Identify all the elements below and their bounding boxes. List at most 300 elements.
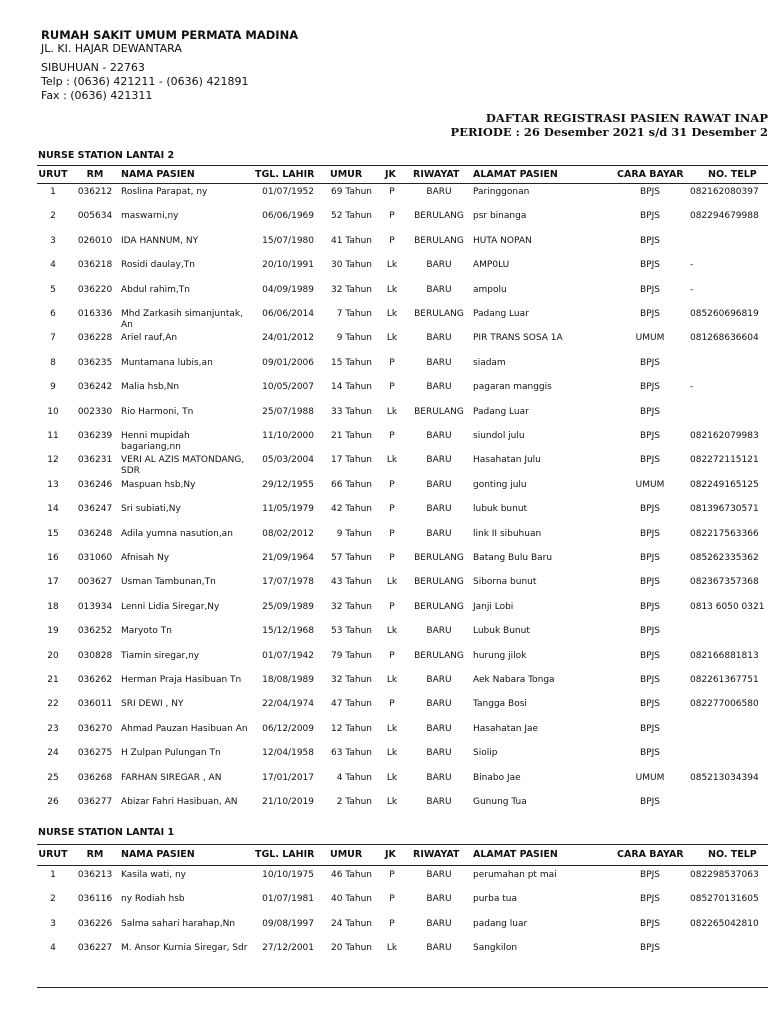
cell-nama: Mhd Zarkasih simanjuntak, An xyxy=(121,309,243,330)
cell-rm: 036011 xyxy=(77,699,113,710)
cell-urut: 13 xyxy=(47,479,59,490)
cell-tgl: 06/06/1969 xyxy=(262,211,314,222)
cell-telp: 081396730571 xyxy=(690,504,759,515)
cell-jk: Lk xyxy=(386,943,398,954)
cell-bayar: BPJS xyxy=(640,431,660,441)
cell-telp: 082272115121 xyxy=(690,455,759,466)
cell-alamat: Padang Luar xyxy=(473,309,529,319)
cell-bayar: BPJS xyxy=(640,748,660,759)
cell-nama: Kasila wati, ny xyxy=(121,870,186,880)
table-row xyxy=(0,211,768,235)
cell-bayar: BPJS xyxy=(640,626,660,637)
cell-riwayat: BERULANG xyxy=(414,235,464,246)
cell-jk: Lk xyxy=(386,455,398,466)
cell-jk: P xyxy=(389,235,395,246)
cell-nama: SRI DEWI , NY xyxy=(121,699,184,710)
cell-riwayat: BERULANG xyxy=(414,650,464,661)
cell-urut: 18 xyxy=(47,601,59,612)
cell-jk: Lk xyxy=(386,333,398,344)
column-header-alamat: ALAMAT PASIEN xyxy=(473,169,558,180)
cell-telp: 082217563366 xyxy=(690,528,759,539)
cell-urut: 16 xyxy=(47,553,59,563)
address-line1: JL. KI. HAJAR DEWANTARA xyxy=(41,42,182,55)
column-header-urut: URUT xyxy=(38,169,68,180)
cell-umur: 66 Tahun xyxy=(331,479,372,490)
cell-umur: 12 Tahun xyxy=(331,723,372,734)
cell-umur: 4 Tahun xyxy=(336,772,372,783)
cell-umur: 32 Tahun xyxy=(331,284,372,295)
cell-urut: 17 xyxy=(47,577,59,588)
cell-rm: 036262 xyxy=(77,675,113,685)
table-row xyxy=(0,407,768,431)
cell-bayar: UMUM xyxy=(635,772,665,783)
cell-telp: 082249165125 xyxy=(690,479,759,490)
cell-umur: 20 Tahun xyxy=(331,943,372,954)
cell-riwayat: BARU xyxy=(426,284,452,295)
cell-riwayat: BARU xyxy=(426,504,452,515)
table-row xyxy=(0,358,768,382)
cell-tgl: 20/10/1991 xyxy=(262,260,314,271)
cell-bayar: BPJS xyxy=(640,675,660,685)
cell-rm: 036227 xyxy=(77,943,113,954)
cell-nama: IDA HANNUM, NY xyxy=(121,235,199,246)
cell-nama: H Zulpan Pulungan Tn xyxy=(121,748,221,759)
cell-alamat: lubuk bunut xyxy=(473,504,528,515)
cell-umur: 21 Tahun xyxy=(331,431,372,441)
divider xyxy=(37,844,768,845)
cell-riwayat: BARU xyxy=(426,675,452,685)
cell-alamat: Batang Bulu Baru xyxy=(473,553,553,563)
column-header-telp: NO. TELP xyxy=(708,169,757,180)
cell-bayar: BPJS xyxy=(640,528,660,539)
cell-tgl: 08/02/2012 xyxy=(262,528,314,539)
cell-alamat: Aek Nabara Tonga xyxy=(473,675,555,685)
column-header-jk: JK xyxy=(385,849,396,860)
cell-rm: 036231 xyxy=(77,455,113,466)
cell-jk: P xyxy=(389,870,395,880)
table-row xyxy=(0,894,768,918)
table-row xyxy=(0,504,768,528)
report-title: DAFTAR REGISTRASI PASIEN RAWAT INAP xyxy=(485,111,768,125)
cell-telp: 085270131605 xyxy=(690,894,759,905)
table-header xyxy=(0,849,768,863)
table-row xyxy=(0,675,768,699)
cell-riwayat: BERULANG xyxy=(414,601,464,612)
table-row xyxy=(0,651,768,675)
cell-bayar: BPJS xyxy=(640,284,660,295)
cell-riwayat: BARU xyxy=(426,723,452,734)
cell-riwayat: BARU xyxy=(426,870,452,880)
cell-rm: 036228 xyxy=(77,333,113,344)
cell-jk: P xyxy=(389,431,395,441)
cell-tgl: 17/07/1978 xyxy=(262,577,314,588)
cell-tgl: 18/08/1989 xyxy=(262,675,314,685)
cell-umur: 63 Tahun xyxy=(331,748,372,759)
cell-tgl: 04/09/1989 xyxy=(262,284,314,295)
cell-nama: Adila yumna nasution,an xyxy=(121,528,233,539)
table-row xyxy=(0,773,768,797)
cell-tgl: 24/01/2012 xyxy=(262,333,314,344)
column-header-alamat: ALAMAT PASIEN xyxy=(473,849,558,860)
table-row xyxy=(0,260,768,284)
table-row xyxy=(0,480,768,504)
cell-tgl: 06/06/2014 xyxy=(262,309,314,319)
cell-jk: Lk xyxy=(386,260,398,271)
cell-riwayat: BARU xyxy=(426,455,452,466)
cell-alamat: perumahan pt mai xyxy=(473,870,557,880)
cell-nama: Afnisah Ny xyxy=(121,553,170,563)
cell-alamat: Siborna bunut xyxy=(473,577,537,588)
cell-jk: Lk xyxy=(386,748,398,759)
cell-telp: 082162079983 xyxy=(690,431,759,441)
cell-nama: Abdul rahim,Tn xyxy=(121,284,190,295)
cell-bayar: BPJS xyxy=(640,577,660,588)
cell-tgl: 01/07/1942 xyxy=(262,650,314,661)
divider xyxy=(37,183,768,184)
cell-bayar: UMUM xyxy=(635,479,665,490)
cell-alamat: siadam xyxy=(473,357,506,368)
cell-riwayat: BARU xyxy=(426,357,452,368)
cell-telp: 082294679988 xyxy=(690,211,759,222)
table-row xyxy=(0,797,768,821)
cell-urut: 9 xyxy=(50,382,56,393)
cell-nama: Roslina Parapat, ny xyxy=(121,187,208,197)
column-header-jk: JK xyxy=(385,169,396,180)
cell-jk: P xyxy=(389,357,395,368)
cell-umur: 41 Tahun xyxy=(331,235,372,246)
cell-urut: 5 xyxy=(50,284,56,295)
cell-bayar: BPJS xyxy=(640,870,660,880)
cell-jk: Lk xyxy=(386,626,398,637)
cell-bayar: BPJS xyxy=(640,699,660,710)
column-header-riwayat: RIWAYAT xyxy=(413,849,460,860)
table-row xyxy=(0,699,768,723)
cell-tgl: 10/10/1975 xyxy=(262,870,314,880)
cell-urut: 7 xyxy=(50,333,56,344)
cell-nama: Maspuan hsb,Ny xyxy=(121,479,196,490)
cell-bayar: BPJS xyxy=(640,382,660,393)
column-header-rm: RM xyxy=(86,849,104,860)
cell-umur: 30 Tahun xyxy=(331,260,372,271)
cell-umur: 57 Tahun xyxy=(331,553,372,563)
cell-nama: Sri subiati,Ny xyxy=(121,504,181,515)
cell-telp: 082162080397 xyxy=(690,187,759,197)
cell-tgl: 12/04/1958 xyxy=(262,748,314,759)
cell-jk: P xyxy=(389,528,395,539)
cell-riwayat: BARU xyxy=(426,382,452,393)
cell-umur: 47 Tahun xyxy=(331,699,372,710)
cell-jk: Lk xyxy=(386,284,398,295)
cell-rm: 013934 xyxy=(77,601,113,612)
cell-umur: 2 Tahun xyxy=(336,797,372,807)
cell-nama: Henni mupidah bagariang,nn xyxy=(121,431,190,452)
fax-line: Fax : (0636) 421311 xyxy=(41,89,153,102)
cell-riwayat: BERULANG xyxy=(414,553,464,563)
cell-tgl: 15/12/1968 xyxy=(262,626,314,637)
cell-bayar: BPJS xyxy=(640,797,660,807)
cell-alamat: Hasahatan Julu xyxy=(473,455,541,466)
cell-tgl: 27/12/2001 xyxy=(262,943,314,954)
cell-tgl: 21/09/1964 xyxy=(262,553,314,563)
cell-jk: P xyxy=(389,699,395,710)
cell-telp: 081268636604 xyxy=(690,333,759,344)
cell-tgl: 15/07/1980 xyxy=(262,235,314,246)
cell-riwayat: BERULANG xyxy=(414,211,464,222)
cell-bayar: BPJS xyxy=(640,943,660,954)
cell-urut: 2 xyxy=(50,894,56,905)
cell-alamat: AMP0LU xyxy=(473,260,510,271)
telp-line: Telp : (0636) 421211 - (0636) 421891 xyxy=(41,75,249,88)
cell-urut: 3 xyxy=(50,235,56,246)
cell-tgl: 21/10/2019 xyxy=(262,797,314,807)
cell-umur: 43 Tahun xyxy=(331,577,372,588)
cell-umur: 46 Tahun xyxy=(331,870,372,880)
cell-nama: Salma sahari harahap,Nn xyxy=(121,918,236,929)
cell-umur: 52 Tahun xyxy=(331,211,372,222)
cell-alamat: Tangga Bosi xyxy=(473,699,527,710)
cell-jk: P xyxy=(389,479,395,490)
table-row xyxy=(0,577,768,601)
cell-bayar: BPJS xyxy=(640,918,660,929)
cell-telp: 085262335362 xyxy=(690,553,759,563)
cell-riwayat: BARU xyxy=(426,626,452,637)
cell-alamat: purba tua xyxy=(473,894,517,905)
cell-urut: 8 xyxy=(50,357,56,368)
cell-telp: 085260696819 xyxy=(690,309,759,319)
table-row xyxy=(0,602,768,626)
cell-tgl: 05/03/2004 xyxy=(262,455,314,466)
table-row xyxy=(0,333,768,357)
cell-urut: 11 xyxy=(47,431,59,441)
cell-urut: 3 xyxy=(50,918,56,929)
cell-tgl: 06/12/2009 xyxy=(262,723,314,734)
cell-bayar: BPJS xyxy=(640,406,660,417)
cell-urut: 1 xyxy=(50,870,56,880)
cell-riwayat: BARU xyxy=(426,333,452,344)
cell-rm: 036252 xyxy=(77,626,113,637)
cell-umur: 14 Tahun xyxy=(331,382,372,393)
cell-riwayat: BARU xyxy=(426,894,452,905)
cell-riwayat: BARU xyxy=(426,479,452,490)
cell-rm: 036213 xyxy=(77,870,113,880)
report-title-block xyxy=(451,111,768,139)
cell-tgl: 01/07/1981 xyxy=(262,894,314,905)
cell-rm: 036212 xyxy=(77,187,113,197)
cell-rm: 036246 xyxy=(77,479,113,490)
cell-umur: 69 Tahun xyxy=(331,187,372,197)
cell-urut: 4 xyxy=(50,943,56,954)
table-row xyxy=(0,431,768,455)
table-row xyxy=(0,919,768,943)
report-period: PERIODE : 26 Desember 2021 s/d 31 Desember 2 xyxy=(450,125,768,139)
cell-tgl: 10/05/2007 xyxy=(262,382,314,393)
cell-bayar: BPJS xyxy=(640,504,660,515)
cell-riwayat: BERULANG xyxy=(414,309,464,319)
column-header-umur: UMUR xyxy=(330,849,363,860)
cell-telp: 082298537063 xyxy=(690,870,759,880)
cell-telp: 082367357368 xyxy=(690,577,759,588)
divider xyxy=(37,165,768,166)
cell-rm: 036270 xyxy=(77,723,113,734)
cell-bayar: BPJS xyxy=(640,309,660,319)
cell-alamat: Binabo Jae xyxy=(473,772,521,783)
divider xyxy=(37,865,768,866)
cell-umur: 32 Tahun xyxy=(331,675,372,685)
cell-jk: Lk xyxy=(386,675,398,685)
cell-riwayat: BARU xyxy=(426,943,452,954)
cell-bayar: BPJS xyxy=(640,187,660,197)
cell-jk: P xyxy=(389,553,395,563)
table-row xyxy=(0,553,768,577)
cell-rm: 036247 xyxy=(77,504,113,515)
cell-bayar: BPJS xyxy=(640,650,660,661)
cell-umur: 9 Tahun xyxy=(336,528,372,539)
cell-nama: Lenni Lidia Siregar,Ny xyxy=(121,601,220,612)
table-row xyxy=(0,529,768,553)
column-header-riwayat: RIWAYAT xyxy=(413,169,460,180)
cell-tgl: 22/04/1974 xyxy=(262,699,314,710)
cell-nama: Maryoto Tn xyxy=(121,626,172,637)
cell-rm: 036226 xyxy=(77,918,113,929)
cell-alamat: Siolip xyxy=(473,748,498,759)
cell-bayar: BPJS xyxy=(640,357,660,368)
column-header-nama: NAMA PASIEN xyxy=(121,169,195,180)
cell-riwayat: BARU xyxy=(426,187,452,197)
cell-urut: 6 xyxy=(50,309,56,319)
cell-rm: 036275 xyxy=(77,748,113,759)
cell-bayar: BPJS xyxy=(640,723,660,734)
cell-alamat: link II sibuhuan xyxy=(473,528,542,539)
cell-nama: Ariel rauf,An xyxy=(121,333,178,344)
cell-urut: 10 xyxy=(47,406,59,417)
cell-rm: 031060 xyxy=(77,553,113,563)
table-row xyxy=(0,309,768,333)
cell-umur: 40 Tahun xyxy=(331,894,372,905)
table-row xyxy=(0,455,768,479)
cell-tgl: 17/01/2017 xyxy=(262,772,314,783)
cell-telp: 082261367751 xyxy=(690,675,759,685)
cell-jk: P xyxy=(389,918,395,929)
cell-nama: Herman Praja Hasibuan Tn xyxy=(121,675,242,685)
cell-bayar: UMUM xyxy=(635,333,665,344)
cell-nama: Usman Tambunan,Tn xyxy=(121,577,216,588)
cell-alamat: Sangkilon xyxy=(473,943,518,954)
cell-jk: Lk xyxy=(386,772,398,783)
cell-urut: 15 xyxy=(47,528,59,539)
column-header-tgl: TGL. LAHIR xyxy=(255,849,315,860)
cell-tgl: 25/09/1989 xyxy=(262,601,314,612)
cell-rm: 036218 xyxy=(77,260,113,271)
column-header-telp: NO. TELP xyxy=(708,849,757,860)
cell-alamat: Hasahatan Jae xyxy=(473,723,539,734)
cell-rm: 002330 xyxy=(77,406,113,417)
cell-rm: 036220 xyxy=(77,284,113,295)
cell-rm: 036268 xyxy=(77,772,113,783)
table-row xyxy=(0,870,768,894)
cell-riwayat: BARU xyxy=(426,528,452,539)
cell-rm: 036239 xyxy=(77,431,113,441)
cell-alamat: ampolu xyxy=(473,284,507,295)
cell-jk: Lk xyxy=(386,309,398,319)
table-row xyxy=(0,285,768,309)
cell-urut: 25 xyxy=(47,772,59,783)
cell-umur: 15 Tahun xyxy=(331,357,372,368)
cell-jk: P xyxy=(389,650,395,661)
cell-alamat: psr binanga xyxy=(473,211,527,222)
cell-alamat: gonting julu xyxy=(473,479,527,490)
cell-rm: 036277 xyxy=(77,797,113,807)
cell-alamat: Padang Luar xyxy=(473,406,529,417)
cell-alamat: HUTA NOPAN xyxy=(473,235,532,246)
section-title: NURSE STATION LANTAI 1 xyxy=(38,827,175,838)
column-header-umur: UMUR xyxy=(330,169,363,180)
column-header-bayar: CARA BAYAR xyxy=(617,169,684,180)
cell-telp: - xyxy=(690,284,694,295)
cell-urut: 26 xyxy=(47,797,59,807)
cell-bayar: BPJS xyxy=(640,455,660,466)
cell-rm: 036248 xyxy=(77,528,113,539)
cell-nama: VERI AL AZIS MATONDANG, SDR xyxy=(121,455,245,477)
table-row xyxy=(0,724,768,748)
cell-rm: 005634 xyxy=(77,211,113,222)
cell-jk: Lk xyxy=(386,577,398,588)
cell-riwayat: BARU xyxy=(426,797,452,807)
cell-alamat: Paringgonan xyxy=(473,187,530,197)
cell-tgl: 29/12/1955 xyxy=(262,479,314,490)
cell-riwayat: BERULANG xyxy=(414,406,464,417)
cell-jk: P xyxy=(389,894,395,905)
cell-bayar: BPJS xyxy=(640,260,660,271)
cell-rm: 026010 xyxy=(77,235,113,246)
cell-nama: Rosidi daulay,Tn xyxy=(121,260,195,271)
cell-tgl: 11/05/1979 xyxy=(262,504,314,515)
cell-alamat: Lubuk Bunut xyxy=(473,626,530,637)
cell-alamat: siundol julu xyxy=(473,431,525,441)
cell-bayar: BPJS xyxy=(640,601,660,612)
cell-urut: 1 xyxy=(50,187,56,197)
cell-urut: 12 xyxy=(47,455,59,466)
cell-umur: 9 Tahun xyxy=(336,333,372,344)
cell-urut: 22 xyxy=(47,699,59,710)
cell-rm: 036242 xyxy=(77,382,113,393)
divider xyxy=(37,987,768,988)
cell-nama: FARHAN SIREGAR , AN xyxy=(121,772,222,783)
column-header-urut: URUT xyxy=(38,849,68,860)
cell-telp: 082166881813 xyxy=(690,650,759,661)
cell-nama: Muntamana lubis,an xyxy=(121,357,213,368)
cell-nama: Tiamin siregar,ny xyxy=(121,650,200,661)
cell-umur: 32 Tahun xyxy=(331,601,372,612)
table-row xyxy=(0,626,768,650)
address-line2: SIBUHUAN - 22763 xyxy=(41,61,145,74)
cell-riwayat: BARU xyxy=(426,260,452,271)
cell-nama: Malia hsb,Nn xyxy=(121,382,180,393)
cell-rm: 036235 xyxy=(77,357,113,368)
cell-rm: 016336 xyxy=(77,309,113,319)
cell-jk: P xyxy=(389,504,395,515)
cell-bayar: BPJS xyxy=(640,553,660,563)
column-header-tgl: TGL. LAHIR xyxy=(255,169,315,180)
cell-nama: Rio Harmoni, Tn xyxy=(121,406,194,417)
cell-tgl: 11/10/2000 xyxy=(262,431,314,441)
cell-riwayat: BARU xyxy=(426,699,452,710)
cell-nama: ny Rodiah hsb xyxy=(121,894,185,905)
hospital-name: RUMAH SAKIT UMUM PERMATA MADINA xyxy=(41,28,299,42)
cell-telp: 082265042810 xyxy=(690,918,759,929)
cell-rm: 036116 xyxy=(77,894,113,905)
cell-umur: 7 Tahun xyxy=(336,309,372,319)
hospital-header xyxy=(41,28,298,103)
